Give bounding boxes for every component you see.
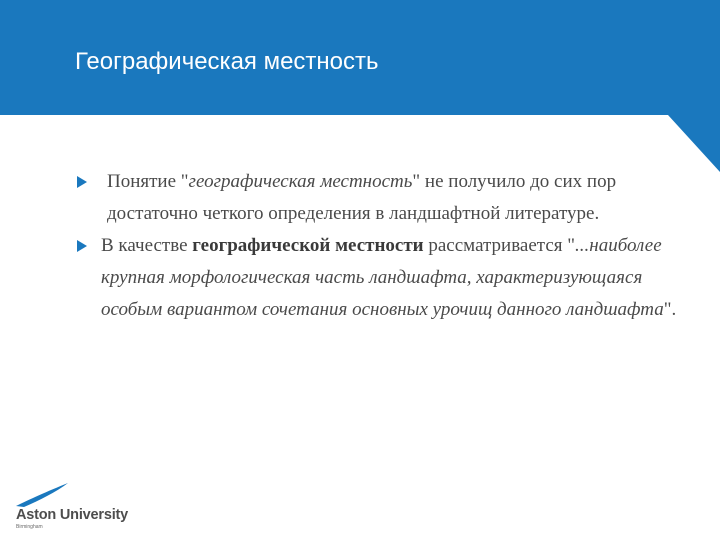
- logo-city: Birmingham: [16, 524, 43, 530]
- slide-title: Географическая местность: [75, 48, 379, 75]
- bullet-text-1: Понятие "географическая местность" не получило до сих пор достаточно четкого определения в ландшафтной литературе.: [107, 171, 617, 224]
- triangle-right-icon: [77, 176, 87, 188]
- aston-university-logo: [14, 481, 134, 531]
- logo-name: Aston University: [16, 507, 129, 523]
- bullet-item-1: [0, 166, 681, 230]
- title-bar: [0, 0, 720, 115]
- bullet-item-2: [0, 230, 681, 326]
- logo-swoosh-icon: [14, 481, 94, 507]
- bullet-list: [0, 166, 720, 326]
- bullet-text-2: В качестве географической местности рассматривается "...наиболее крупная морфологическая часть ландшафта, характеризующаяся особым вариантом сочетания основных урочищ данного ландшафта".: [101, 235, 677, 320]
- triangle-right-icon: [77, 240, 87, 252]
